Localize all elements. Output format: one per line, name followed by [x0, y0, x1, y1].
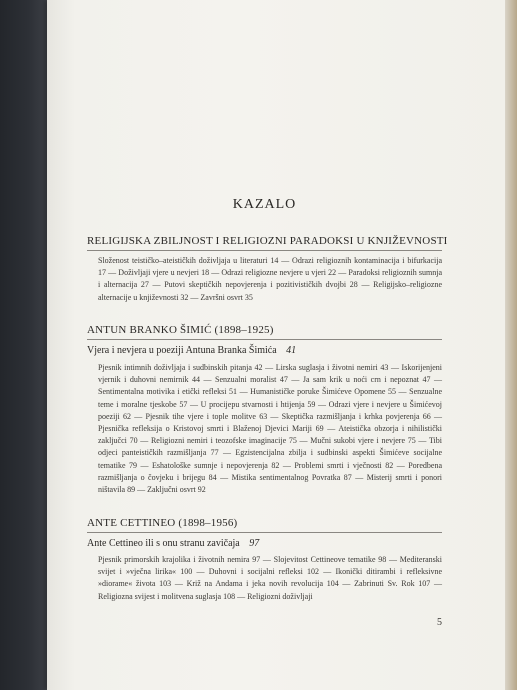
section-entries-cettineo: Pjesnik primorskih krajolika i životnih nemira 97 — Slojevitost Cettineove tematike 98 — Mediteranski svijet i »vječna lirika« 100 — Duhovni i socijalni refleksi 102 — Ikonički ditirambi i refleksivne »diorame« života 103 — Križ na Andama i jeka novih revolucija 104 — Zabrinuti Sv. Rok 107 — Religiozna svijest i molitvena suglasja 108 — Religiozni doživljaji — [98, 555, 442, 601]
section-entries-simic: Pjesnik intimnih doživljaja i sudbinskih pitanja 42 — Lirska suglasja i životni nemiri 43 — Iskorijenjeni vjernik i duhovni nemirnik 44 — Senzualni moralist 47 — Ja sam krik u noći crn i nepoznat 47 — Sentimentalna motivika i etički refleksi 51 — Humanističke poruke Šimićeve Opomene 55 — Senzualne teme i moralne tjeskobe 57 — U procijepu stvarnosti i htijenja 59 — Odrazi vjere i nevjere u Šimićevoj poeziji 62 — Pjesnik tihe vjere i tople molitve 63 — Skeptička razmišljanja i krhka povjerenja 66 — Pjesnička refleksija o Kristovoj smrti i Blaženoj Djevici Mariji 69 — Ateistička obzorja i nihilistički zaključci 70 — Religiozni nemiri i teozofske imaginacije 75 — Mučni sukobi vjere i nevjere 75 — Tibi odjeci panteističkih razmišljanja 77 — Egzistencijalna zbilja i sudbinski aspekti Šimićeve socijalne tematike 79 — Eshatološke sumnje i nepovjerenja 82 — Problemi smrti i vječnosti 82 — Poredbena razmišljanja o čovjeku i brijegu 84 — Mistika sentimentalnog Povratka 87 — Misterij smrti i ponori ništavila 89 — Zaključni osvrt 92 — [98, 363, 442, 495]
page-number: 5 — [437, 617, 442, 628]
chapter-title-text: Ante Cettineo ili s onu stranu zavičaja — [87, 538, 240, 549]
section-rule — [87, 250, 442, 251]
page-edge — [505, 0, 517, 690]
section-rule — [87, 339, 442, 340]
book-spine — [0, 0, 52, 690]
section-heading-religijska: RELIGIJSKA ZBILJNOST I RELIGIOZNI PARADOKSI U KNJIŽEVNOSTI — [87, 235, 448, 247]
chapter-title-simic — [87, 345, 296, 356]
chapter-page-number: 97 — [249, 538, 260, 549]
section-heading-simic: ANTUN BRANKO ŠIMIĆ (1898–1925) — [87, 324, 274, 336]
section-heading-cettineo: ANTE CETTINEO (1898–1956) — [87, 517, 238, 529]
chapter-page-number: 41 — [286, 345, 297, 356]
section-rule — [87, 532, 442, 533]
chapter-title-text: Vjera i nevjera u poeziji Antuna Branka Šimića — [87, 345, 277, 356]
chapter-title-cettineo — [87, 538, 259, 549]
page-title: KAZALO — [232, 197, 297, 212]
section-entries-religijska: Složenost teističko–ateističkih doživljaja u literaturi 14 — Odrazi religioznih kontaminacija i bifurkacija 17 — Doživljaji vjere u nevjeri 18 — Odrazi religiozne nevjere u vjeri 22 — Paradoksi religioznih sumnja i alternacija 27 — Putovi skeptičkih nepovjerenja i pozitivističkih dvojbi 28 — Religijsko–religiozne alternacije u književnosti 32 — Završni osvrt 35 — [98, 256, 442, 302]
